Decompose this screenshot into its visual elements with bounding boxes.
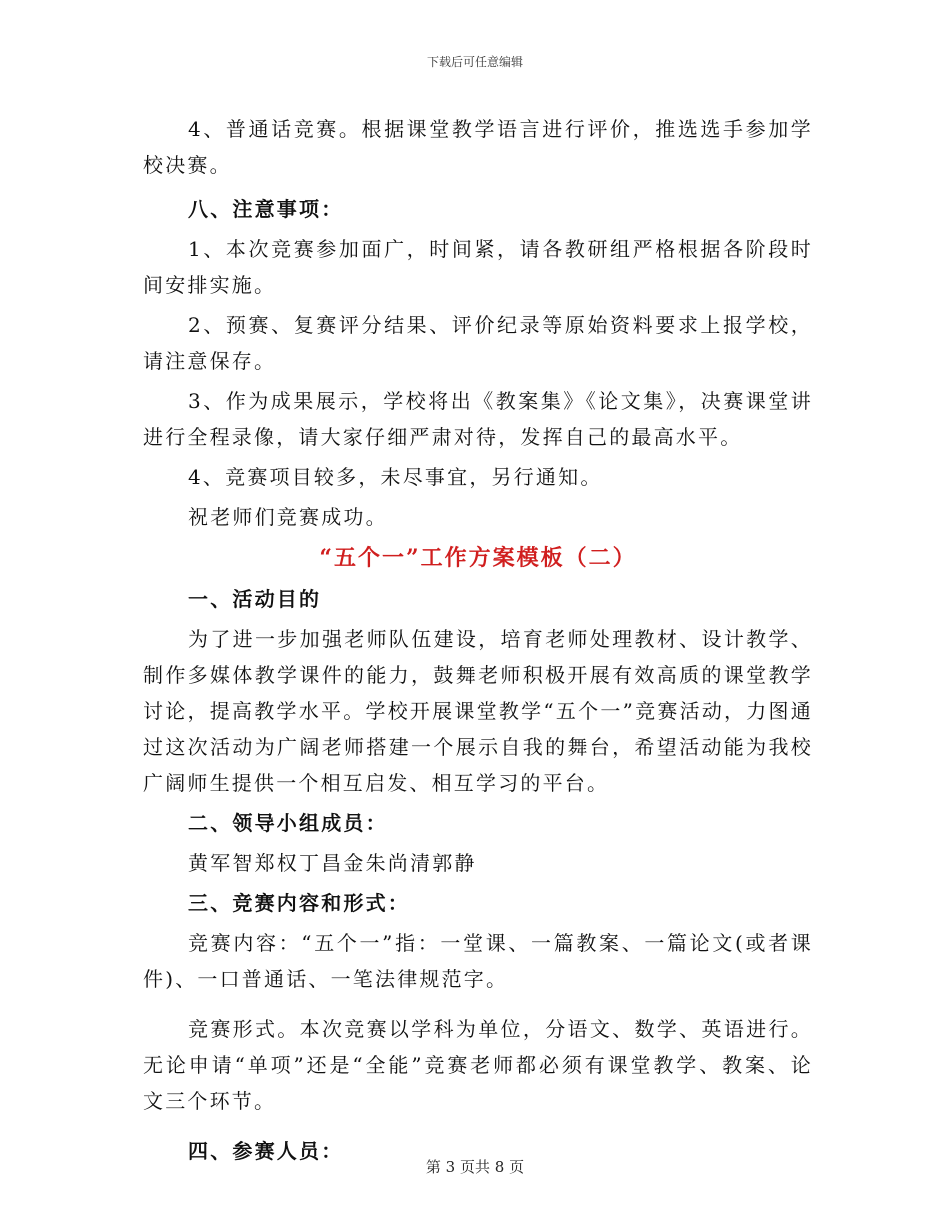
note-item-2: 2、预赛、复赛评分结果、评价纪录等原始资料要求上报学校，请注意保存。: [143, 313, 813, 373]
contest-form-paragraph: 竞赛形式。本次竞赛以学科为单位，分语文、数学、英语进行。无论申请“单项”还是“全能”竞赛老师都必须有课堂教学、教案、论文三个环节。: [143, 1017, 813, 1113]
leadership-members: 黄军智郑权丁昌金朱尚清郭静: [188, 851, 477, 875]
section-heading-participants: 四、参赛人员：: [188, 1139, 344, 1163]
note-item-3: 3、作为成果展示，学校将出《教案集》《论文集》，决赛课堂讲进行全程录像，请大家仔细严肃对待，发挥自己的最高水平。: [143, 389, 813, 449]
section-heading-leadership: 二、领导小组成员：: [188, 811, 388, 835]
section-heading-content-form: 三、竞赛内容和形式：: [188, 891, 410, 915]
paragraph-putonghua-contest: 4、普通话竞赛。根据课堂教学语言进行评价，推选选手参加学校决赛。: [143, 117, 813, 177]
note-item-4: 4、竞赛项目较多，未尽事宜，另行通知。: [188, 465, 603, 489]
contest-content-paragraph: 竞赛内容：“五个一”指：一堂课、一篇教案、一篇论文(或者课件)、一口普通话、一笔法律规范字。: [143, 931, 813, 991]
purpose-paragraph: 为了进一步加强老师队伍建设，培育老师处理教材、设计教学、制作多媒体教学课件的能力，鼓舞老师积极开展有效高质的课堂教学讨论，提高教学水平。学校开展课堂教学“五个一”竞赛活动，力图通过这次活动为广阔老师搭建一个展示自我的舞台，希望活动能为我校广阔师生提供一个相互启发、相互学习的平台。: [143, 627, 813, 795]
closing-wish: 祝老师们竞赛成功。: [188, 505, 388, 529]
document-title: “五个一”工作方案模板（二）: [319, 545, 637, 571]
page-header: 下载后可任意编辑: [426, 55, 523, 69]
page-footer: 第 3 页共 8 页: [425, 1158, 525, 1176]
document-body: [143, 111, 813, 1169]
note-item-1: 1、本次竞赛参加面广，时间紧，请各教研组严格根据各阶段时间安排实施。: [143, 237, 813, 297]
section-heading-notes: 八、注意事项：: [188, 197, 344, 221]
section-heading-purpose: 一、活动目的: [188, 587, 322, 611]
